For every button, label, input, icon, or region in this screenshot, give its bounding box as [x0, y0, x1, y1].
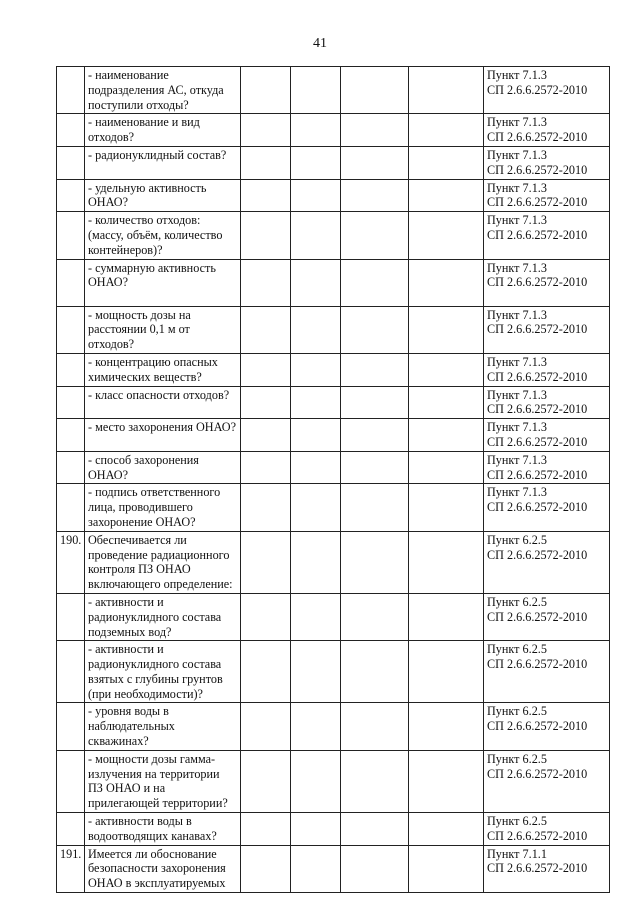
note-cell	[409, 813, 484, 846]
question-cell: - суммарную активность ОНАО?	[85, 259, 241, 306]
answer-na-cell	[341, 419, 409, 452]
table-row	[57, 641, 610, 703]
row-number	[57, 593, 85, 640]
note-cell	[409, 593, 484, 640]
answer-yes-cell	[241, 641, 291, 703]
question-cell: - активности воды в водоотводящих канавах?	[85, 813, 241, 846]
reference-cell	[484, 750, 610, 812]
reference-point: Пункт 7.1.3	[487, 420, 547, 435]
checklist-rows	[57, 67, 610, 893]
row-number	[57, 484, 85, 531]
answer-na-cell	[341, 114, 409, 147]
reference-point: Пункт 7.1.3	[487, 354, 547, 369]
reference-document: СП 2.6.6.2572-2010	[487, 547, 588, 562]
reference-cell	[484, 67, 610, 114]
answer-no-cell	[291, 114, 341, 147]
question-cell: - наименование и вид отходов?	[85, 114, 241, 147]
question-cell: - место захоронения ОНАО?	[85, 419, 241, 452]
answer-no-cell	[291, 451, 341, 484]
answer-na-cell	[341, 750, 409, 812]
reference-point: Пункт 7.1.3	[487, 485, 547, 500]
reference-document: СП 2.6.6.2572-2010	[487, 766, 588, 781]
row-number	[57, 386, 85, 419]
table-row	[57, 703, 610, 750]
answer-yes-cell	[241, 353, 291, 386]
reference-point: Пункт 6.2.5	[487, 704, 547, 719]
row-number	[57, 641, 85, 703]
reference-document: СП 2.6.6.2572-2010	[487, 369, 588, 384]
table-row	[57, 845, 610, 892]
answer-no-cell	[291, 67, 341, 114]
checklist-table	[56, 66, 610, 893]
answer-na-cell	[341, 353, 409, 386]
answer-no-cell	[291, 179, 341, 212]
reference-cell	[484, 419, 610, 452]
reference-point: Пункт 7.1.3	[487, 115, 547, 130]
row-number: 191.	[57, 845, 85, 892]
note-cell	[409, 531, 484, 593]
answer-na-cell	[341, 306, 409, 353]
table-row	[57, 451, 610, 484]
answer-na-cell	[341, 593, 409, 640]
row-number	[57, 451, 85, 484]
reference-cell	[484, 531, 610, 593]
question-cell: - уровня воды в наблюдательных скважинах?	[85, 703, 241, 750]
note-cell	[409, 67, 484, 114]
answer-no-cell	[291, 306, 341, 353]
answer-no-cell	[291, 813, 341, 846]
question-cell: Имеется ли обоснование безопасности захоронения ОНАО в эксплуатируемых	[85, 845, 241, 892]
reference-point: Пункт 7.1.3	[487, 213, 547, 228]
reference-point: Пункт 7.1.3	[487, 180, 547, 195]
note-cell	[409, 641, 484, 703]
row-number	[57, 179, 85, 212]
reference-cell	[484, 306, 610, 353]
reference-document: СП 2.6.6.2572-2010	[487, 719, 588, 734]
table-row	[57, 750, 610, 812]
reference-point: Пункт 7.1.3	[487, 147, 547, 162]
reference-cell	[484, 484, 610, 531]
reference-point: Пункт 6.2.5	[487, 751, 547, 766]
answer-no-cell	[291, 386, 341, 419]
table-row	[57, 386, 610, 419]
note-cell	[409, 306, 484, 353]
answer-yes-cell	[241, 419, 291, 452]
question-cell: - активности и радионуклидного состава подземных вод?	[85, 593, 241, 640]
row-number	[57, 67, 85, 114]
answer-yes-cell	[241, 845, 291, 892]
reference-cell	[484, 386, 610, 419]
note-cell	[409, 259, 484, 306]
note-cell	[409, 179, 484, 212]
reference-document: СП 2.6.6.2572-2010	[487, 434, 588, 449]
reference-point: Пункт 6.2.5	[487, 532, 547, 547]
question-cell: - мощность дозы на расстоянии 0,1 м от отходов?	[85, 306, 241, 353]
answer-no-cell	[291, 531, 341, 593]
question-cell: - класс опасности отходов?	[85, 386, 241, 419]
question-cell: - удельную активность ОНАО?	[85, 179, 241, 212]
answer-no-cell	[291, 146, 341, 179]
reference-cell	[484, 146, 610, 179]
answer-na-cell	[341, 531, 409, 593]
page-number: 41	[313, 36, 327, 51]
reference-cell	[484, 845, 610, 892]
answer-na-cell	[341, 451, 409, 484]
note-cell	[409, 484, 484, 531]
reference-document: СП 2.6.6.2572-2010	[487, 322, 588, 337]
row-number	[57, 703, 85, 750]
note-cell	[409, 146, 484, 179]
question-cell: - подпись ответственного лица, проводившего захоронение ОНАО?	[85, 484, 241, 531]
reference-point: Пункт 6.2.5	[487, 642, 547, 657]
reference-point: Пункт 6.2.5	[487, 814, 547, 829]
question-cell: - мощности дозы гамма-излучения на территории ПЗ ОНАО и на прилегающей территории?	[85, 750, 241, 812]
question-cell: Обеспечивается ли проведение радиационного контроля ПЗ ОНАО включающего определение:	[85, 531, 241, 593]
answer-no-cell	[291, 703, 341, 750]
answer-no-cell	[291, 212, 341, 259]
reference-document: СП 2.6.6.2572-2010	[487, 82, 588, 97]
row-number	[57, 813, 85, 846]
reference-document: СП 2.6.6.2572-2010	[487, 130, 588, 145]
answer-no-cell	[291, 259, 341, 306]
reference-cell	[484, 593, 610, 640]
reference-document: СП 2.6.6.2572-2010	[487, 402, 588, 417]
note-cell	[409, 703, 484, 750]
reference-point: Пункт 7.1.3	[487, 260, 547, 275]
table-row	[57, 813, 610, 846]
row-number: 190.	[57, 531, 85, 593]
table-row	[57, 353, 610, 386]
answer-na-cell	[341, 386, 409, 419]
answer-na-cell	[341, 484, 409, 531]
reference-cell	[484, 114, 610, 147]
question-cell: - наименование подразделения АС, откуда поступили отходы?	[85, 67, 241, 114]
answer-yes-cell	[241, 386, 291, 419]
row-number	[57, 114, 85, 147]
answer-no-cell	[291, 593, 341, 640]
row-number	[57, 750, 85, 812]
answer-yes-cell	[241, 259, 291, 306]
answer-yes-cell	[241, 212, 291, 259]
answer-yes-cell	[241, 484, 291, 531]
answer-no-cell	[291, 353, 341, 386]
note-cell	[409, 451, 484, 484]
row-number	[57, 146, 85, 179]
table-row	[57, 531, 610, 593]
answer-yes-cell	[241, 179, 291, 212]
reference-document: СП 2.6.6.2572-2010	[487, 657, 588, 672]
question-cell: - радионуклидный состав?	[85, 146, 241, 179]
answer-yes-cell	[241, 750, 291, 812]
reference-cell	[484, 259, 610, 306]
answer-na-cell	[341, 703, 409, 750]
question-cell: - активности и радионуклидного состава взятых с глубины грунтов (при необходимости)?	[85, 641, 241, 703]
answer-na-cell	[341, 641, 409, 703]
reference-document: СП 2.6.6.2572-2010	[487, 861, 588, 876]
answer-yes-cell	[241, 146, 291, 179]
answer-na-cell	[341, 845, 409, 892]
answer-no-cell	[291, 641, 341, 703]
reference-cell	[484, 703, 610, 750]
reference-point: Пункт 7.1.3	[487, 307, 547, 322]
reference-point: Пункт 6.2.5	[487, 594, 547, 609]
reference-document: СП 2.6.6.2572-2010	[487, 609, 588, 624]
table-row	[57, 593, 610, 640]
table-row	[57, 114, 610, 147]
answer-na-cell	[341, 212, 409, 259]
reference-document: СП 2.6.6.2572-2010	[487, 828, 588, 843]
table-row	[57, 484, 610, 531]
row-number	[57, 259, 85, 306]
row-number	[57, 306, 85, 353]
note-cell	[409, 212, 484, 259]
answer-yes-cell	[241, 531, 291, 593]
question-cell: - количество отходов: (массу, объём, количество контейнеров)?	[85, 212, 241, 259]
note-cell	[409, 114, 484, 147]
reference-document: СП 2.6.6.2572-2010	[487, 195, 588, 210]
note-cell	[409, 419, 484, 452]
answer-na-cell	[341, 67, 409, 114]
reference-cell	[484, 451, 610, 484]
reference-point: Пункт 7.1.1	[487, 846, 547, 861]
question-cell: - способ захоронения ОНАО?	[85, 451, 241, 484]
reference-point: Пункт 7.1.3	[487, 452, 547, 467]
reference-document: СП 2.6.6.2572-2010	[487, 467, 588, 482]
answer-no-cell	[291, 750, 341, 812]
table-row	[57, 212, 610, 259]
answer-na-cell	[341, 813, 409, 846]
reference-document: СП 2.6.6.2572-2010	[487, 500, 588, 515]
table-row	[57, 67, 610, 114]
answer-yes-cell	[241, 306, 291, 353]
reference-cell	[484, 212, 610, 259]
table-row	[57, 306, 610, 353]
reference-point: Пункт 7.1.3	[487, 68, 547, 82]
reference-cell	[484, 179, 610, 212]
reference-cell	[484, 353, 610, 386]
reference-document: СП 2.6.6.2572-2010	[487, 275, 588, 290]
row-number	[57, 353, 85, 386]
answer-yes-cell	[241, 813, 291, 846]
answer-no-cell	[291, 419, 341, 452]
answer-yes-cell	[241, 67, 291, 114]
table-row	[57, 259, 610, 306]
answer-na-cell	[341, 146, 409, 179]
reference-point: Пункт 7.1.3	[487, 387, 547, 402]
answer-yes-cell	[241, 114, 291, 147]
note-cell	[409, 353, 484, 386]
note-cell	[409, 750, 484, 812]
question-cell: - концентрацию опасных химических веществ?	[85, 353, 241, 386]
note-cell	[409, 845, 484, 892]
answer-na-cell	[341, 179, 409, 212]
answer-na-cell	[341, 259, 409, 306]
reference-document: СП 2.6.6.2572-2010	[487, 227, 588, 242]
answer-yes-cell	[241, 451, 291, 484]
row-number	[57, 212, 85, 259]
answer-no-cell	[291, 845, 341, 892]
answer-no-cell	[291, 484, 341, 531]
table-row	[57, 146, 610, 179]
reference-cell	[484, 813, 610, 846]
answer-yes-cell	[241, 703, 291, 750]
row-number	[57, 419, 85, 452]
answer-yes-cell	[241, 593, 291, 640]
reference-cell	[484, 641, 610, 703]
table-row	[57, 419, 610, 452]
table-row	[57, 179, 610, 212]
note-cell	[409, 386, 484, 419]
reference-document: СП 2.6.6.2572-2010	[487, 162, 588, 177]
